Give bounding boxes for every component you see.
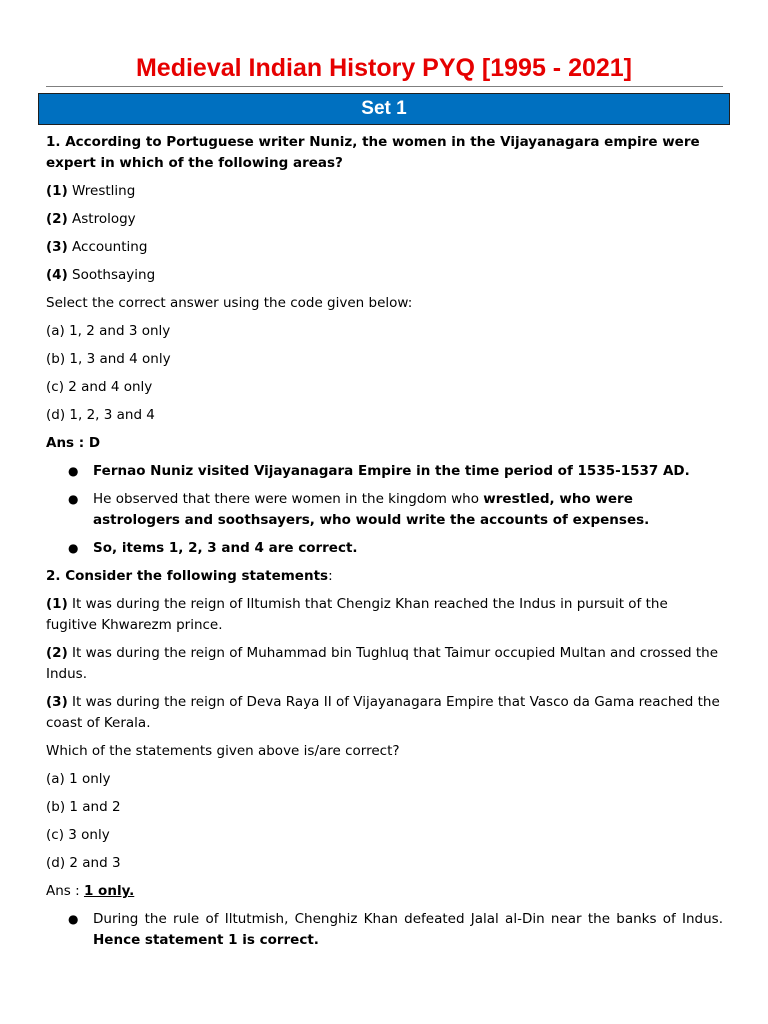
list-item: ● He observed that there were women in the kingdom who wrestled, who were astrologers and soothsayers, who would write the accounts of expenses.: [68, 491, 650, 528]
list-item: ● So, items 1, 2, 3 and 4 are correct.: [46, 538, 723, 559]
q1-item-3: (3) Accounting: [46, 239, 148, 255]
bullet-icon: ●: [68, 912, 79, 926]
q1-option-a: (a) 1, 2 and 3 only: [46, 323, 171, 339]
q1-option-c: (c) 2 and 4 only: [46, 379, 153, 395]
q2-explanation-list: [46, 909, 723, 951]
page-title: Medieval Indian History PYQ [1995 - 2021]: [135, 54, 633, 82]
bullet-icon: ●: [68, 541, 79, 555]
q1-option-d: (d) 1, 2, 3 and 4: [46, 407, 155, 423]
q1-explanation-list: [46, 461, 723, 559]
q2-instruction: Which of the statements given above is/are correct?: [46, 743, 400, 759]
list-item: ● Fernao Nuniz visited Vijayanagara Empire in the time period of 1535-1537 AD.: [46, 461, 723, 482]
q2-answer: Ans : 1 only.: [46, 883, 135, 899]
content-body: [46, 132, 723, 958]
q1-instruction: Select the correct answer using the code given below:: [46, 295, 413, 311]
q2-statement-3: (3) It was during the reign of Deva Raya II of Vijayanagara Empire that Vasco da Gama reached the coast of Kerala.: [46, 694, 720, 731]
q2-option-a: (a) 1 only: [46, 771, 111, 787]
q1-item-2: (2) Astrology: [46, 211, 136, 227]
q1-answer: Ans : D: [46, 435, 101, 451]
bullet-icon: ●: [68, 464, 79, 478]
q2-option-d: (d) 2 and 3: [46, 855, 121, 871]
bullet-icon: ●: [68, 492, 79, 506]
q1-item-1: (1) Wrestling: [46, 183, 136, 199]
q2-option-b: (b) 1 and 2: [46, 799, 121, 815]
set-header-bar: Set 1: [38, 93, 730, 125]
title-divider: [46, 86, 723, 87]
q2-statement-2: (2) It was during the reign of Muhammad bin Tughluq that Taimur occupied Multan and crossed the Indus.: [46, 645, 719, 682]
question-1-text: 1. According to Portuguese writer Nuniz, the women in the Vijayanagara empire were expert in which of the following areas?: [46, 134, 700, 171]
q1-item-4: (4) Soothsaying: [46, 267, 156, 283]
q2-statement-1: (1) It was during the reign of Iltumish that Chengiz Khan reached the Indus in pursuit of the fugitive Khwarezm prince.: [46, 596, 668, 633]
q2-option-c: (c) 3 only: [46, 827, 110, 843]
q1-option-b: (b) 1, 3 and 4 only: [46, 351, 171, 367]
list-item: ● During the rule of Iltutmish, Chenghiz Khan defeated Jalal al-Din near the banks of Indus. Hence statement 1 is correct.: [68, 911, 723, 948]
question-2-text: 2. Consider the following statements:: [46, 568, 333, 584]
